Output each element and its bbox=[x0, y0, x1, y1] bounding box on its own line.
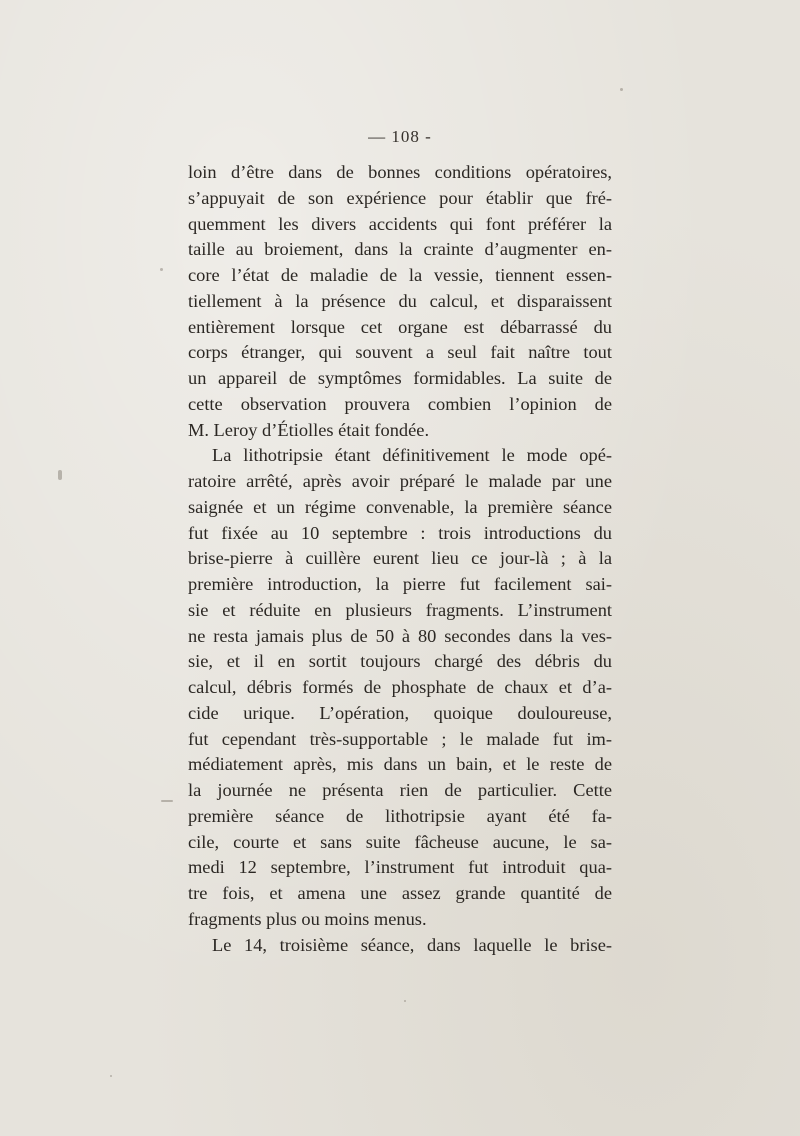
text-line: tre fois, et amena une assez grande quantité de bbox=[188, 883, 612, 903]
paragraph-2 bbox=[188, 443, 612, 932]
paper-speck bbox=[161, 800, 173, 802]
text-line: cette observation prouvera combien l’opinion de bbox=[188, 393, 612, 414]
text-line: entièrement lorsque cet organe est débarrassé du bbox=[188, 316, 612, 337]
text-line: brise-pierre à cuillère eurent lieu ce jour-là ; à la bbox=[188, 548, 612, 569]
text-line: La lithotripsie étant définitivement le mode opé- bbox=[212, 445, 612, 466]
paragraph-1 bbox=[188, 160, 612, 443]
paper-speck bbox=[620, 88, 623, 91]
text-line: cile, courte et sans suite fâcheuse aucune, le sa- bbox=[188, 831, 612, 852]
text-line: fut cependant très-supportable ; le malade fut im- bbox=[188, 728, 612, 749]
text-line: taille au broiement, dans la crainte d’augmenter en- bbox=[188, 239, 612, 260]
text-line: core l’état de maladie de la vessie, tiennent essen- bbox=[188, 265, 612, 285]
text-line: M. Leroy d’Étiolles était fondée. bbox=[188, 419, 430, 440]
paper-speck bbox=[58, 470, 62, 480]
text-line: s’appuyait de son expérience pour établir que fré- bbox=[188, 187, 612, 208]
text-line: corps étranger, qui souvent a seul fait naître tout bbox=[188, 342, 612, 363]
text-line: tiellement à la présence du calcul, et disparaissent bbox=[188, 290, 612, 311]
text-line: calcul, débris formés de phosphate de chaux et d’a- bbox=[188, 677, 612, 697]
text-line: un appareil de symptômes formidables. La suite de bbox=[188, 368, 612, 388]
text-line: sie et réduite en plusieurs fragments. L’instrument bbox=[188, 599, 612, 620]
body-text bbox=[188, 160, 612, 958]
text-line: Le 14, troisième séance, dans laquelle le brise- bbox=[212, 934, 612, 955]
page-number: — 108 - bbox=[368, 127, 432, 146]
text-line: ratoire arrêté, après avoir préparé le malade par une bbox=[188, 471, 612, 491]
text-line: sie, et il en sortit toujours chargé des débris du bbox=[188, 651, 612, 672]
text-line: saignée et un régime convenable, la première séance bbox=[188, 496, 612, 517]
text-line: loin d’être dans de bonnes conditions opératoires, bbox=[188, 162, 612, 182]
text-line: ne resta jamais plus de 50 à 80 secondes dans la ves- bbox=[188, 625, 612, 646]
text-line: fragments plus ou moins menus. bbox=[188, 908, 427, 929]
paper-speck bbox=[110, 1075, 112, 1077]
text-line: première séance de lithotripsie ayant été fa- bbox=[188, 805, 612, 826]
text-line: la journée ne présenta rien de particulier. Cette bbox=[188, 780, 612, 800]
text-line: medi 12 septembre, l’instrument fut introduit qua- bbox=[188, 857, 612, 878]
paper-speck bbox=[160, 268, 163, 271]
text-line: quemment les divers accidents qui font préférer la bbox=[188, 213, 612, 234]
paper-speck bbox=[404, 1000, 406, 1002]
text-line: médiatement après, mis dans un bain, et le reste de bbox=[188, 754, 612, 775]
text-line: cide urique. L’opération, quoique douloureuse, bbox=[188, 702, 612, 723]
text-line: fut fixée au 10 septembre : trois introductions du bbox=[188, 522, 612, 543]
paragraph-3 bbox=[188, 933, 612, 959]
text-line: première introduction, la pierre fut facilement sai- bbox=[188, 574, 612, 594]
